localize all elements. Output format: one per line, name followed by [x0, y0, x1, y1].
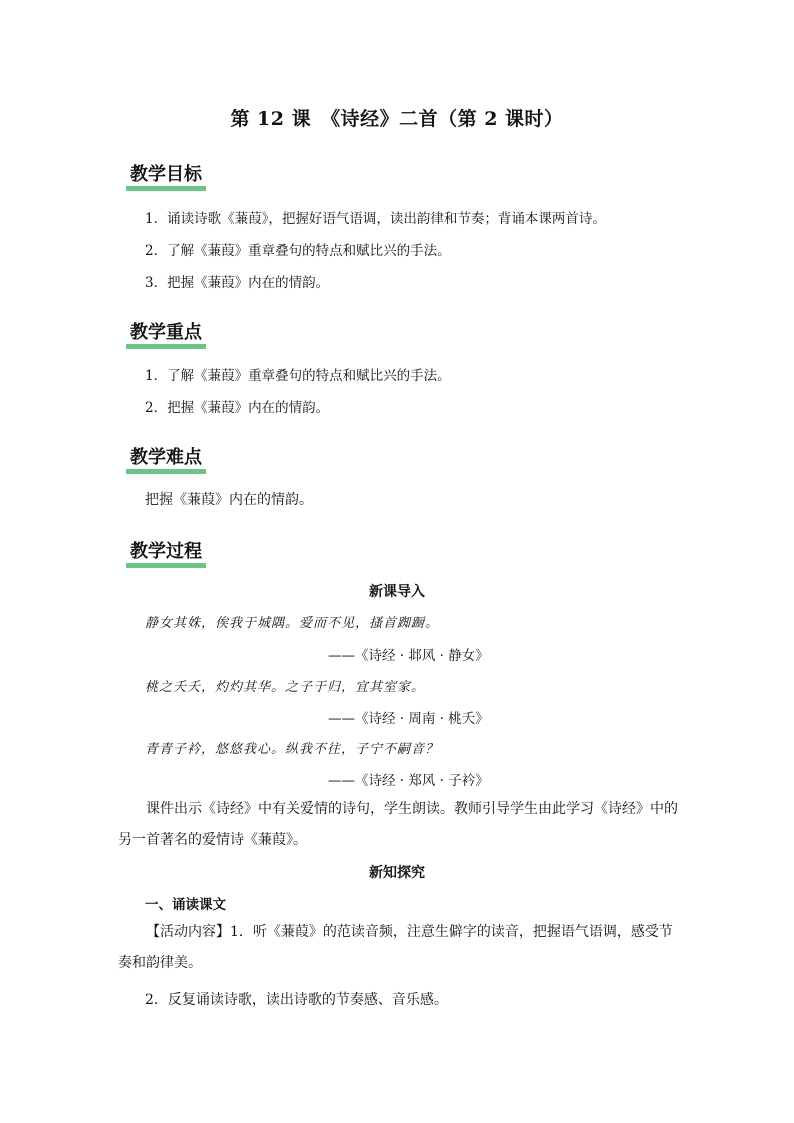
intro-paragraph: 课件出示《诗经》中有关爱情的诗句，学生朗读。教师引导学生由此学习《诗经》中的另一首著名的爱情诗《蒹葭》。: [118, 801, 678, 848]
section-heading-keypoints: 教学重点: [126, 318, 206, 345]
activity-item-2: 2．反复诵读诗歌，读出诗歌的节奏感、音乐感。: [145, 992, 448, 1008]
keypoint-item-2: 2．把握《蒹葭》内在的情韵。: [145, 400, 330, 416]
difficulty-text: 把握《蒹葭》内在的情韵。: [145, 492, 313, 508]
poem-verse-2: 桃之夭夭，灼灼其华。之子于归，宜其室家。: [145, 680, 426, 695]
objective-item-2: 2．了解《蒹葭》重章叠句的特点和赋比兴的手法。: [145, 243, 451, 259]
section-heading-objectives: 教学目标: [126, 160, 206, 187]
keypoint-item-1: 1．了解《蒹葭》重章叠句的特点和赋比兴的手法。: [145, 368, 451, 384]
poem-source-3: ——《诗经 · 郑风 · 子衿》: [328, 773, 489, 789]
page-title: 第 12 课 《诗经》二首（第 2 课时）: [230, 108, 564, 130]
intro-title: 新课导入: [369, 584, 425, 600]
poem-verse-3: 青青子衿，悠悠我心。纵我不往，子宁不嗣音？: [145, 742, 440, 757]
step1-title: 一、诵读课文: [145, 897, 226, 913]
explore-title: 新知探究: [369, 865, 425, 881]
poem-source-2: ——《诗经 · 周南 · 桃夭》: [328, 711, 489, 727]
activity-paragraph: 【活动内容】1．听《蒹葭》的范读音频，注意生僻字的读音，把握语气语调，感受节奏和韵律美。: [118, 924, 673, 971]
poem-source-1: ——《诗经 · 邶风 · 静女》: [328, 648, 489, 664]
section-heading-process: 教学过程: [126, 537, 206, 564]
objective-item-1: 1．诵读诗歌《蒹葭》，把握好语气语调，读出韵律和节奏；背诵本课两首诗。: [145, 211, 606, 227]
section-heading-difficulties: 教学难点: [126, 443, 206, 470]
objective-item-3: 3．把握《蒹葭》内在的情韵。: [145, 275, 330, 291]
poem-verse-1: 静女其姝，俟我于城隅。爱而不见，搔首踟蹰。: [145, 616, 440, 631]
